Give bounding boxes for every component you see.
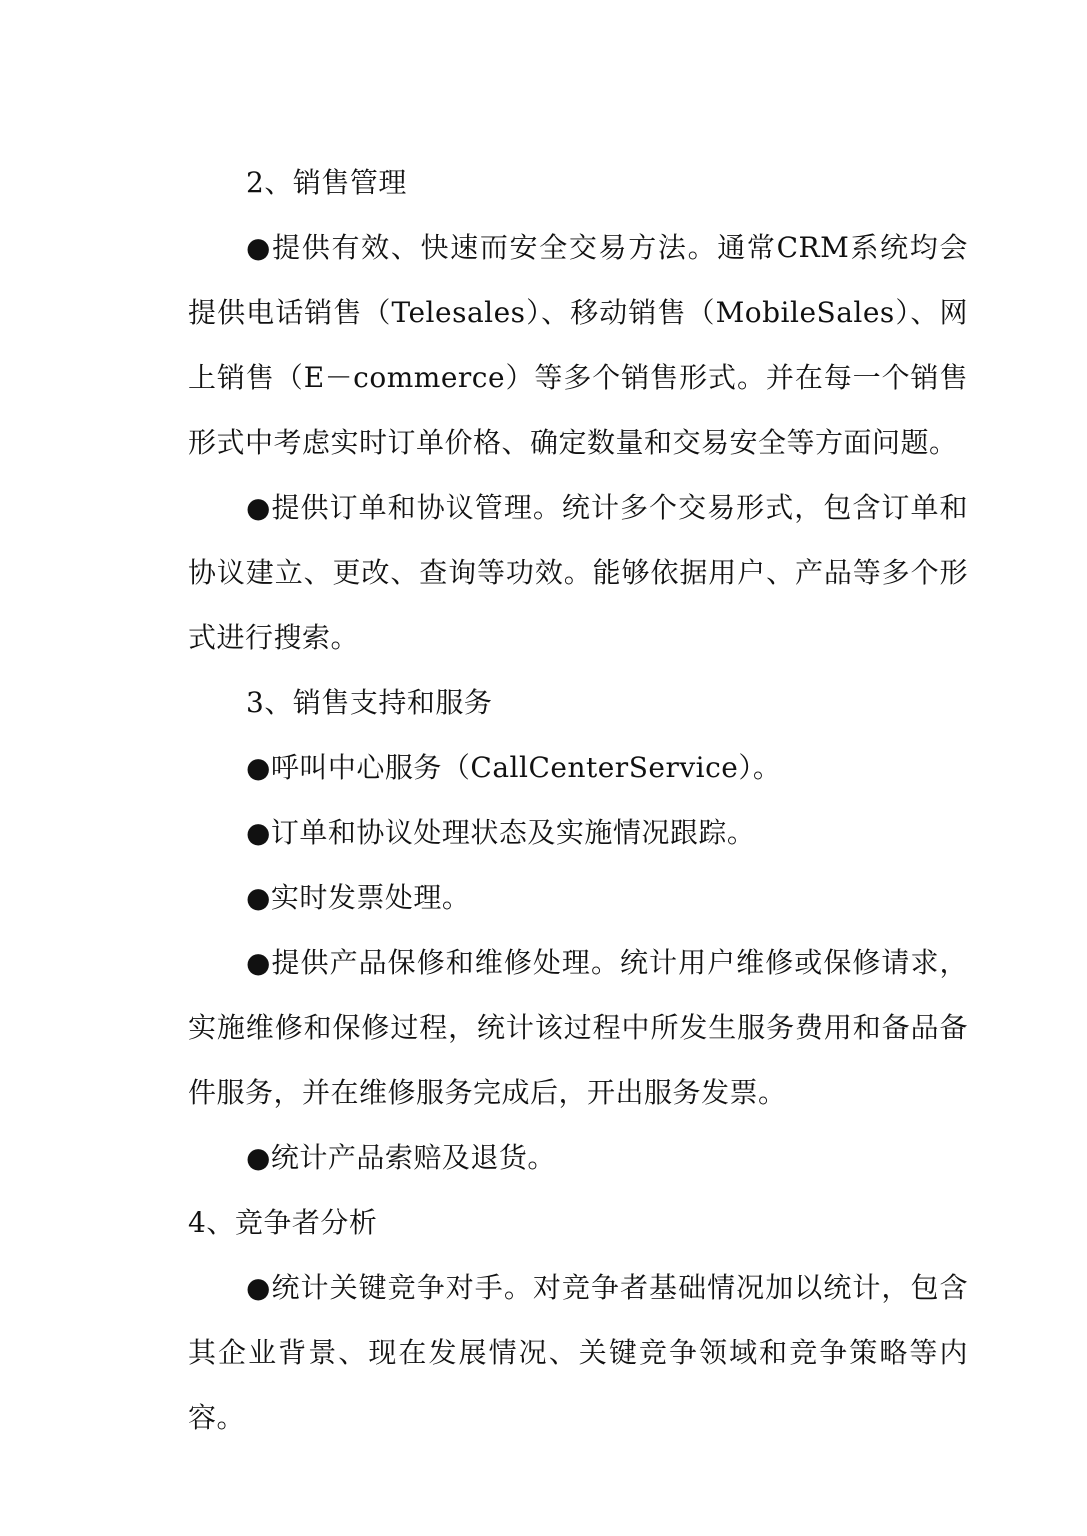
paragraph-claims-returns: ●统计产品索赔及退货。	[246, 1141, 556, 1174]
section-heading-competitor-analysis: 4、竞争者分析	[188, 1206, 378, 1239]
paragraph-call-center: ●呼叫中心服务（CallCenterService）。	[246, 751, 782, 784]
paragraph-invoice: ●实时发票处理。	[246, 881, 471, 914]
section-heading-sales-support: 3、销售支持和服务	[246, 686, 493, 719]
paragraph-warranty-repair: ●提供产品保修和维修处理。统计用户维修或保修请求，实施维修和保修过程，统计该过程中所发生服务费用和备品备件服务，并在维修服务完成后，开出服务发票。	[188, 946, 968, 1109]
section-heading-sales-management: 2、销售管理	[246, 166, 407, 199]
paragraph-competitors: ●统计关键竞争对手。对竞争者基础情况加以统计，包含其企业背景、现在发展情况、关键竞争领域和竞争策略等内容。	[188, 1271, 968, 1434]
paragraph-order-management: ●提供订单和协议管理。统计多个交易形式，包含订单和协议建立、更改、查询等功效。能够依据用户、产品等多个形式进行搜索。	[188, 491, 968, 654]
paragraph-trade-methods: ●提供有效、快速而安全交易方法。通常CRM系统均会提供电话销售（Telesales）、移动销售（MobileSales）、网上销售（E－commerce）等多个销售形式。并在每一个销售形式中考虑实时订单价格、确定数量和交易安全等方面问题。	[188, 231, 968, 459]
paragraph-order-tracking: ●订单和协议处理状态及实施情况跟踪。	[246, 816, 756, 849]
document-page	[188, 150, 968, 1450]
